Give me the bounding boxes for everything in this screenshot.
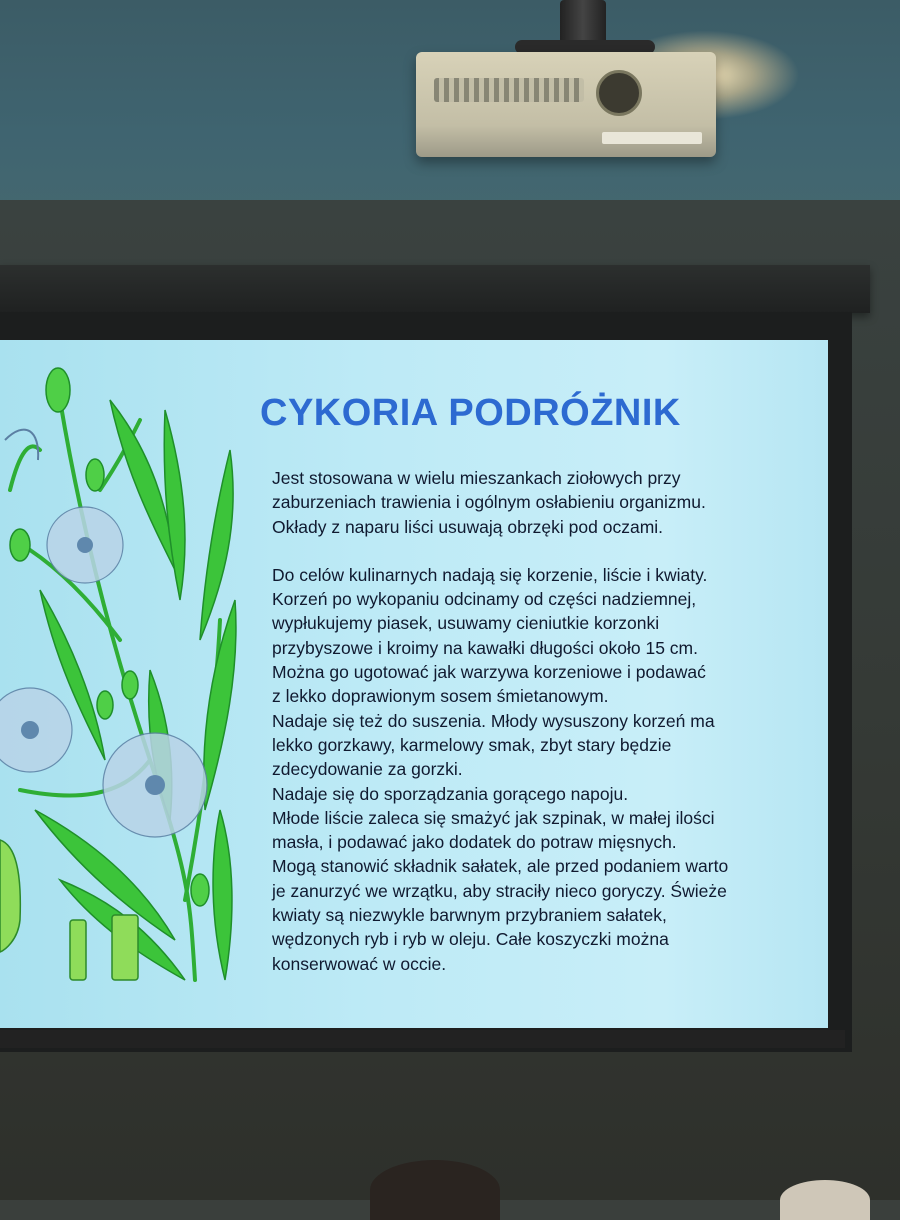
screen-bottom-bar [0,1030,845,1048]
projector-label-plate [602,132,702,144]
text-line: Można go ugotować jak warzywa korzeniowe i podawać [272,662,706,683]
text-line: zdecydowanie za gorzki. [272,759,463,780]
text-line: wędzonych ryb i ryb w oleju. Całe koszyczki można [272,929,669,950]
slide-title: CYKORIA PODRÓŻNIK [260,392,681,434]
audience-head [370,1160,500,1220]
text-line: lekko gorzkawy, karmelowy smak, zbyt stary będzie [272,734,672,755]
text-line: Okłady z naparu liści usuwają obrzęki pod oczami. [272,516,664,537]
audience-head [780,1180,870,1220]
screen-housing [0,265,870,313]
projector-lens [596,70,642,116]
text-line: zaburzeniach trawienia i ogólnym osłabieniu organizmu. [272,492,706,513]
projector-icon [416,52,716,157]
text-line: przybyszowe i kroimy na kawałki długości około 15 cm. [272,637,698,658]
text-line: z lekko doprawionym sosem śmietanowym. [272,686,609,707]
slide-body [272,466,812,976]
text-line: masła, i podawać jako dodatek do potraw mięsnych. [272,832,677,853]
text-line: Nadaje się do sporządzania gorącego napoju. [272,783,629,804]
text-line: je zanurzyć we wrzątku, aby straciły nieco goryczy. Świeże [272,880,727,901]
text-line: kwiaty są niezwykle barwnym przybraniem sałatek, [272,905,667,926]
paragraph-1 [272,466,812,539]
text-line: Mogą stanowić składnik sałatek, ale przed podaniem warto [272,856,729,877]
text-line: Nadaje się też do suszenia. Młody wysuszony korzeń ma [272,710,715,731]
text-line: Jest stosowana w wielu mieszankach ziołowych przy [272,468,681,488]
text-line: Do celów kulinarnych nadają się korzenie, liście i kwiaty. [272,564,708,585]
text-line: Korzeń po wykopaniu odcinamy od części nadziemnej, [272,589,697,610]
text-line: konserwować w occie. [272,953,447,974]
paragraph-2 [272,563,812,976]
chicory-plant-icon [0,340,250,1028]
text-line: Młode liście zaleca się smażyć jak szpinak, w małej ilości [272,807,715,828]
projection-screen [0,340,828,1028]
text-line: wypłukujemy piasek, usuwamy cieniutkie korzonki [272,613,660,634]
projector-vent [434,78,584,102]
